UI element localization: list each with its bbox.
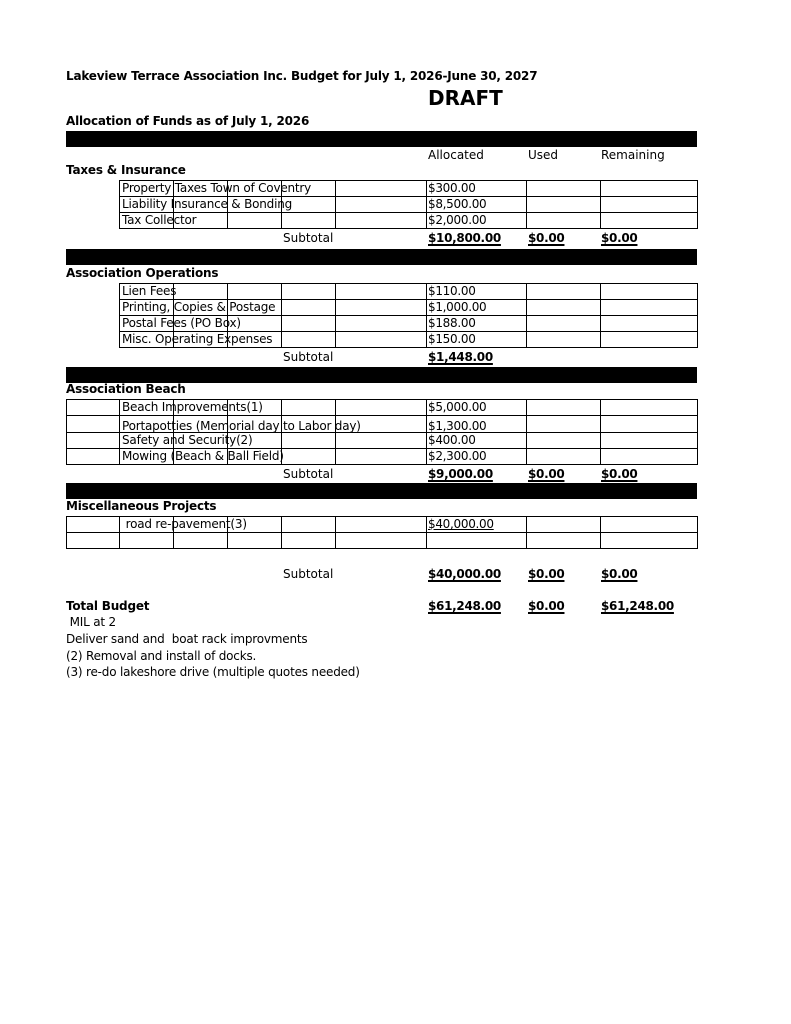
cell — [174, 213, 228, 229]
cell — [228, 197, 282, 213]
section-divider-bar — [66, 367, 697, 383]
subtotal-label: Subtotal — [283, 231, 334, 245]
subtotal-used: $0.00 — [528, 467, 565, 481]
allocated-cell — [427, 332, 527, 348]
cell — [67, 533, 120, 549]
total-used: $0.00 — [528, 599, 565, 613]
cell — [282, 517, 336, 533]
item-label-cell — [120, 197, 293, 213]
allocated-cell — [427, 213, 527, 229]
item-label-cell — [120, 416, 361, 433]
item-label: Tax Collector — [122, 213, 197, 227]
allocated-cell — [427, 316, 527, 332]
cell — [228, 400, 282, 416]
subtotal-label: Subtotal — [283, 467, 334, 481]
allocated-cell — [427, 181, 527, 197]
subtotal-label: Subtotal — [283, 567, 334, 581]
cell — [228, 213, 282, 229]
item-label-cell — [120, 449, 284, 465]
used-cell — [527, 213, 601, 229]
used-cell — [527, 400, 601, 416]
used-cell — [527, 181, 601, 197]
item-label-cell — [120, 332, 273, 348]
cell — [282, 416, 336, 433]
item-label: Safety and Security(2) — [122, 433, 253, 447]
allocated-cell — [427, 197, 527, 213]
document-title: Lakeview Terrace Association Inc. Budget for July 1, 2026-June 30, 2027 — [66, 69, 538, 83]
item-label: Beach Improvements(1) — [122, 400, 263, 414]
allocated-cell — [427, 433, 527, 449]
cell — [336, 316, 427, 332]
allocated-cell — [427, 400, 527, 416]
cell — [174, 400, 228, 416]
cell — [336, 300, 427, 316]
cell — [336, 416, 427, 433]
cell — [336, 181, 427, 197]
cell — [67, 416, 120, 433]
cell — [228, 533, 282, 549]
cell — [174, 284, 228, 300]
section-divider-bar — [66, 483, 697, 499]
allocated-cell — [427, 284, 527, 300]
remaining-cell — [601, 300, 698, 316]
cell — [336, 400, 427, 416]
allocated-value: $188.00 — [428, 316, 476, 330]
item-label-cell — [120, 533, 174, 549]
cell — [228, 300, 282, 316]
cell — [174, 416, 228, 433]
cell — [282, 533, 336, 549]
cell — [228, 332, 282, 348]
table-row — [67, 416, 698, 433]
table-row — [120, 197, 698, 213]
cell — [67, 433, 120, 449]
cell — [282, 332, 336, 348]
allocation-heading: Allocation of Funds as of July 1, 2026 — [66, 114, 310, 128]
subtotal-remaining: $0.00 — [601, 467, 638, 481]
cell — [282, 433, 336, 449]
association-beach-table — [66, 399, 698, 465]
cell — [282, 181, 336, 197]
item-label: Liability Insurance & Bonding — [122, 197, 293, 211]
note-line: Deliver sand and boat rack improvments — [66, 632, 308, 646]
cell — [228, 517, 282, 533]
cell — [282, 449, 336, 465]
cell — [282, 213, 336, 229]
cell — [336, 213, 427, 229]
remaining-cell — [601, 213, 698, 229]
remaining-cell — [601, 517, 698, 533]
cell — [228, 449, 282, 465]
section-heading-miscellaneous-projects: Miscellaneous Projects — [66, 499, 217, 513]
remaining-cell — [601, 449, 698, 465]
cell — [174, 533, 228, 549]
allocated-value: $150.00 — [428, 332, 476, 346]
item-label: Lien Fees — [122, 284, 177, 298]
allocated-value: $300.00 — [428, 181, 476, 195]
remaining-cell — [601, 197, 698, 213]
cell — [174, 300, 228, 316]
subtotal-remaining: $0.00 — [601, 567, 638, 581]
used-cell — [527, 316, 601, 332]
column-header-remaining: Remaining — [601, 148, 665, 162]
table-row — [120, 300, 698, 316]
allocated-value: $110.00 — [428, 284, 476, 298]
cell — [228, 316, 282, 332]
item-label: Misc. Operating Expenses — [122, 332, 273, 346]
allocated-cell — [427, 300, 527, 316]
subtotal-allocated: $10,800.00 — [428, 231, 501, 245]
taxes-insurance-table — [119, 180, 698, 229]
remaining-cell — [601, 316, 698, 332]
allocated-cell — [427, 517, 527, 533]
remaining-cell — [601, 416, 698, 433]
table-row — [120, 316, 698, 332]
cell — [228, 181, 282, 197]
remaining-cell — [601, 181, 698, 197]
table-row — [67, 400, 698, 416]
used-cell — [527, 533, 601, 549]
table-row — [120, 181, 698, 197]
note-line: (3) re-do lakeshore drive (multiple quotes needed) — [66, 665, 360, 679]
cell — [67, 449, 120, 465]
cell — [336, 284, 427, 300]
item-label: road re-pavement(3) — [122, 517, 247, 531]
subtotal-label: Subtotal — [283, 350, 334, 364]
allocated-value: $1,300.00 — [428, 419, 487, 433]
item-label: Postal Fees (PO Box) — [122, 316, 241, 330]
subtotal-allocated: $1,448.00 — [428, 350, 493, 364]
item-label: Mowing (Beach & Ball Field) — [122, 449, 284, 463]
section-heading-taxes-insurance: Taxes & Insurance — [66, 163, 186, 177]
cell — [67, 400, 120, 416]
column-header-allocated: Allocated — [428, 148, 484, 162]
table-row — [67, 517, 698, 533]
cell — [174, 517, 228, 533]
allocated-value: $2,000.00 — [428, 213, 487, 227]
section-heading-association-operations: Association Operations — [66, 266, 219, 280]
allocated-value: $400.00 — [428, 433, 476, 447]
note-line: MIL at 2 — [66, 615, 116, 629]
used-cell — [527, 433, 601, 449]
cell — [336, 433, 427, 449]
item-label-cell — [120, 284, 177, 300]
item-label-cell — [120, 400, 263, 416]
item-label-cell — [120, 517, 247, 533]
miscellaneous-projects-table — [66, 516, 698, 549]
cell — [336, 197, 427, 213]
allocated-cell — [427, 416, 527, 433]
cell — [228, 433, 282, 449]
section-divider-bar — [66, 131, 697, 147]
item-label: Printing, Copies & Postage — [122, 300, 276, 314]
used-cell — [527, 197, 601, 213]
cell — [174, 433, 228, 449]
cell — [174, 197, 228, 213]
used-cell — [527, 332, 601, 348]
subtotal-allocated: $40,000.00 — [428, 567, 501, 581]
note-line: (2) Removal and install of docks. — [66, 649, 257, 663]
remaining-cell — [601, 284, 698, 300]
allocated-value: $1,000.00 — [428, 300, 487, 314]
allocated-value: $8,500.00 — [428, 197, 487, 211]
item-label: Portapotties (Memorial day to Labor day) — [122, 419, 361, 433]
cell — [282, 300, 336, 316]
item-label-cell — [120, 300, 276, 316]
subtotal-used: $0.00 — [528, 231, 565, 245]
cell — [174, 181, 228, 197]
cell — [336, 517, 427, 533]
cell — [282, 400, 336, 416]
cell — [228, 284, 282, 300]
cell — [174, 316, 228, 332]
item-label-cell — [120, 181, 312, 197]
remaining-cell — [601, 400, 698, 416]
cell — [336, 533, 427, 549]
cell — [67, 517, 120, 533]
cell — [228, 416, 282, 433]
remaining-cell — [601, 332, 698, 348]
remaining-cell — [601, 433, 698, 449]
item-label: Property Taxes Town of Coventry — [122, 181, 312, 195]
item-label-cell — [120, 433, 253, 449]
table-row — [120, 213, 698, 229]
cell — [336, 449, 427, 465]
total-allocated: $61,248.00 — [428, 599, 501, 613]
used-cell — [527, 284, 601, 300]
cell — [174, 449, 228, 465]
subtotal-remaining: $0.00 — [601, 231, 638, 245]
subtotal-used: $0.00 — [528, 567, 565, 581]
allocated-value: $40,000.00 — [428, 517, 494, 531]
allocated-cell — [427, 533, 527, 549]
table-row — [67, 533, 698, 549]
used-cell — [527, 416, 601, 433]
association-operations-table — [119, 283, 698, 348]
total-budget-label: Total Budget — [66, 599, 150, 613]
column-header-used: Used — [528, 148, 559, 162]
allocated-value: $2,300.00 — [428, 449, 487, 463]
table-row — [67, 433, 698, 449]
table-row — [120, 284, 698, 300]
item-label-cell — [120, 213, 197, 229]
used-cell — [527, 517, 601, 533]
total-remaining: $61,248.00 — [601, 599, 674, 613]
remaining-cell — [601, 533, 698, 549]
section-heading-association-beach: Association Beach — [66, 382, 186, 396]
subtotal-allocated: $9,000.00 — [428, 467, 493, 481]
item-label-cell — [120, 316, 241, 332]
used-cell — [527, 300, 601, 316]
used-cell — [527, 449, 601, 465]
cell — [336, 332, 427, 348]
allocated-cell — [427, 449, 527, 465]
section-divider-bar — [66, 249, 697, 265]
draft-label: DRAFT — [428, 86, 503, 110]
cell — [282, 284, 336, 300]
cell — [282, 197, 336, 213]
cell — [174, 332, 228, 348]
allocated-value: $5,000.00 — [428, 400, 487, 414]
cell — [282, 316, 336, 332]
table-row — [67, 449, 698, 465]
table-row — [120, 332, 698, 348]
